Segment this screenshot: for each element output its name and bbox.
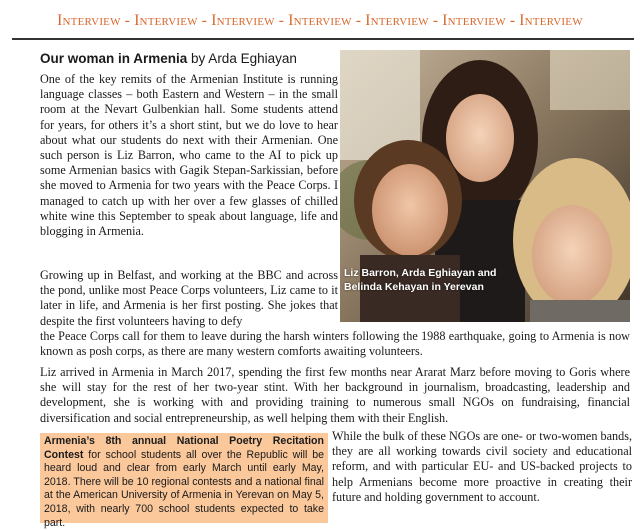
paragraph-ngos: While the bulk of these NGOs are one- or two-women bands, they are all working towards civil society and educational reform, and with particular EU- and US-backed projects to help Armenians become more proactive in creating their future and holding government to account.	[332, 429, 632, 504]
article	[40, 50, 634, 529]
poetry-contest-text: for school students all over the Republic will be heard loud and clear from early March until early May, 2018. There will be 10 regional contests and a national final at the American University of Armenia in Yerevan on May 5, 2018, with nearly 700 school students expected to take part.	[44, 448, 324, 529]
article-byline: by Arda Eghiayan	[191, 51, 297, 66]
article-photo	[340, 50, 630, 322]
paragraph-arrival: Liz arrived in Armenia in March 2017, spending the first few months near Ararat Marz before moving to Goris where she will stay for the rest of her two-year stint. With her background in journalism, broadcasting, leadership and development, she is working with and providing training to numerous small NGOs on fundraising, financial diversification and social entrepreneurship, as well helping them with their English.	[40, 365, 630, 425]
paragraph-intro: One of the key remits of the Armenian Institute is running language classes – both Eastern and Western – in the small room at the Nevart Gulbenkian hall. Some students attend for years, for others it’s a short stint, but we do love to hear about what our students do next with their Armenian. One such person is Liz Barron, who came to the AI to pick up some Armenian basics with Gagik Stepan-Sarkissian, before she moved to Armenia for two years with the Peace Corps. I managed to catch up with her over a few glasses of chilled white wine this September to speak about language, life and blogging in Armenia.	[40, 72, 338, 239]
paragraph-background-continued: the Peace Corps call for them to leave during the harsh winters following the 1988 earthquake, going to Armenia is now known as posh corps, as there are many western comforts awaiting volunteers.	[40, 329, 630, 359]
header-rule	[12, 38, 634, 40]
article-title: Our woman in Armenia	[40, 51, 188, 66]
photo-caption: Liz Barron, Arda Eghiayan and Belinda Kehayan in Yerevan	[344, 267, 497, 293]
poetry-contest-heading: Armenia’s 8th annual National Poetry Recitation Contest	[44, 435, 324, 461]
poetry-contest-box	[40, 433, 328, 529]
section-banner: Interview - Interview - Interview - Interview - Interview - Interview - Interview	[57, 12, 583, 29]
paragraph-background: Growing up in Belfast, and working at the BBC and across the pond, unlike most Peace Corps volunteers, Liz came to it later in life, and Armenia is her first posting. She jokes that despite the first volunteers having to defy	[40, 268, 338, 328]
